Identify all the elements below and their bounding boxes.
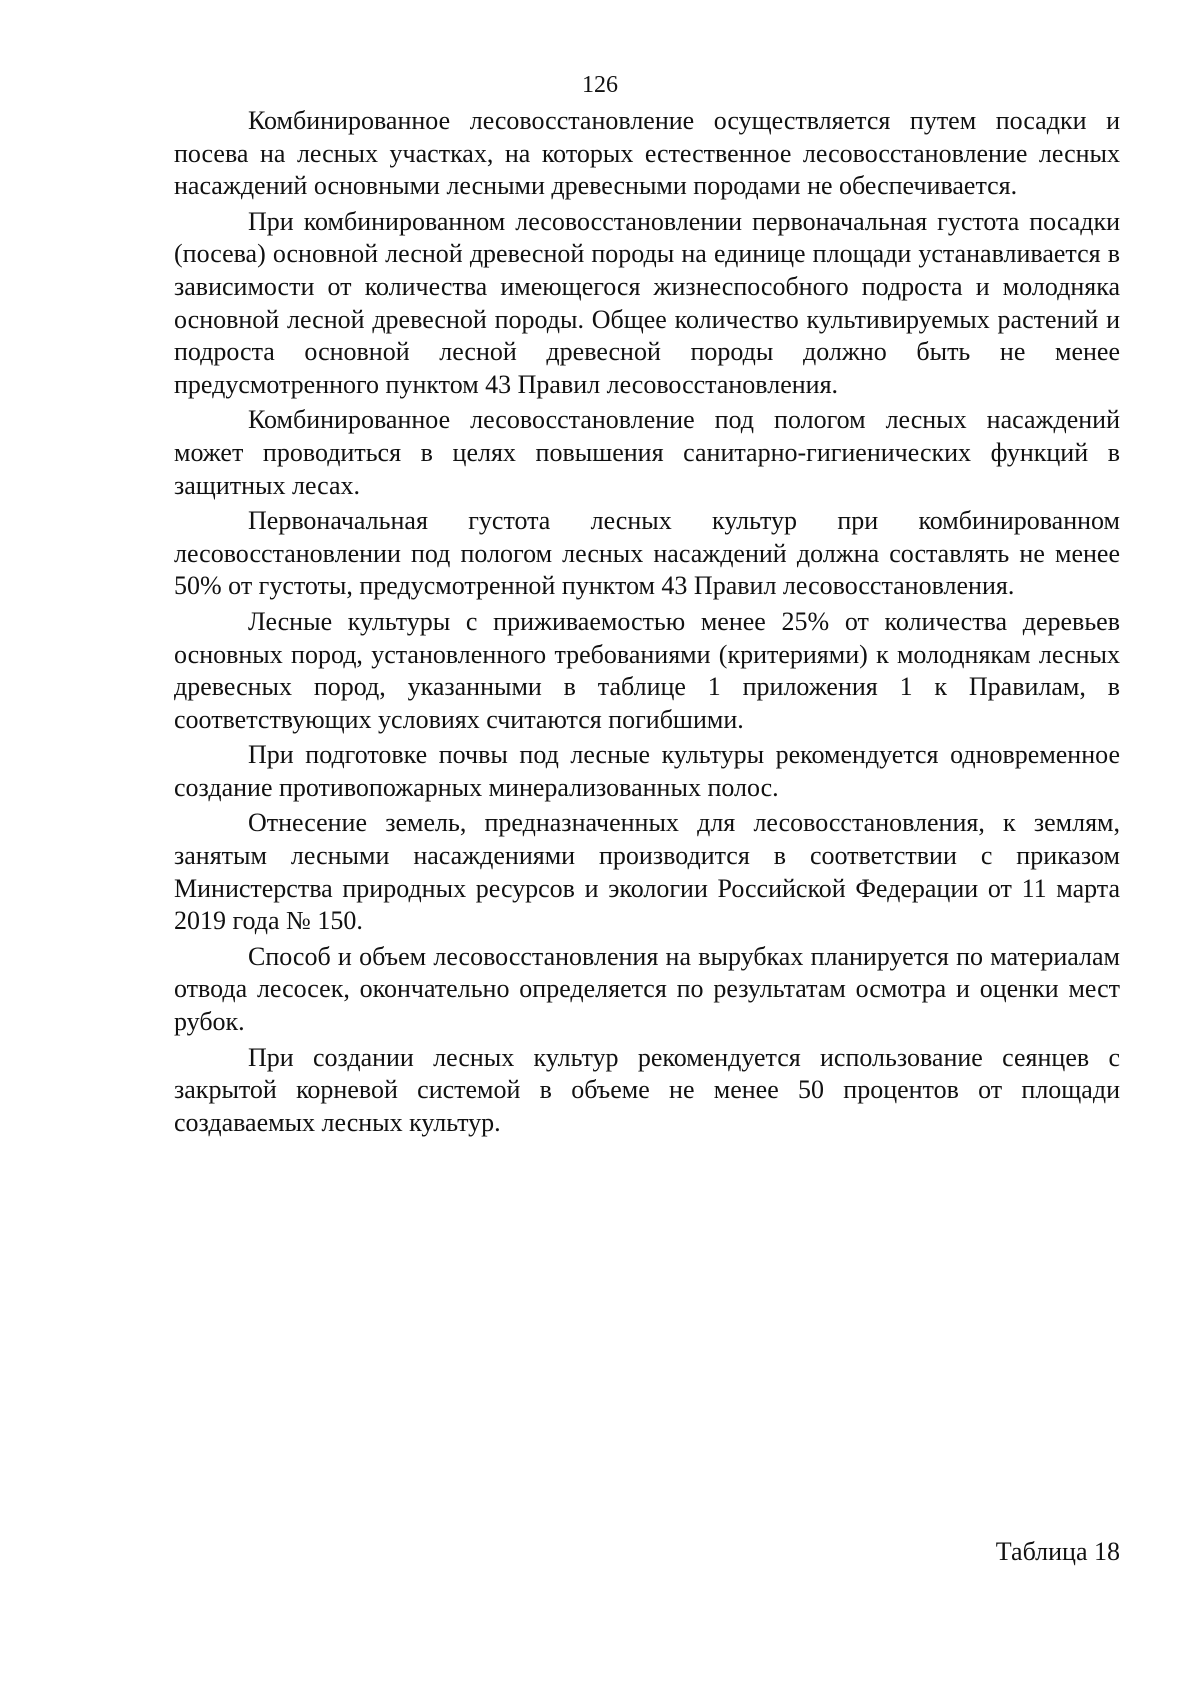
paragraph-under-canopy-density: Первоначальная густота лесных культур при комбинированном лесовосстановлении под пологом лесных насаждений должна составлять не менее 50% от густоты, предусмотренной пунктом 43 Правил лесовосстановления. — [174, 506, 1120, 601]
paragraph-survival-rate: Лесные культуры с приживаемостью менее 25% от количества деревьев основных пород, установленного требованиями (критериями) к молоднякам лесных древесных пород, указанными в таблице 1 приложения 1 к Правилам, в соответствующих условиях считаются погибшими. — [174, 606, 1120, 734]
paragraph-method-and-volume: Способ и объем лесовосстановления на вырубках планируется по материалам отвода лесосек, окончательно определяется по результатам осмотра и оценки мест рубок. — [174, 941, 1120, 1037]
paragraph-combined-reforestation-definition: Комбинированное лесовосстановление осуществляется путем посадки и посева на лесных участках, на которых естественное лесовосстановление лесных насаждений основными лесными древесными породами не обеспечивается. — [174, 106, 1120, 201]
document-body — [174, 105, 1120, 1142]
page-number: 126 — [582, 72, 618, 98]
paragraph-initial-density: При комбинированном лесовосстановлении первоначальная густота посадки (посева) основной лесной древесной породы на единице площади устанавливается в зависимости от количества имеющегося жизнеспособного подроста и молодняка основной лесной древесной породы. Общее количество культивируемых растений и подроста основной лесной древесной породы должно быть не менее предусмотренного пунктом 43 Правил лесовосстановления. — [174, 206, 1120, 399]
paragraph-land-classification: Отнесение земель, предназначенных для лесовосстановления, к землям, занятым лесными насаждениями производится в соответствии с приказом Министерства природных ресурсов и экологии Российской Федерации от 11 марта 2019 года № 150. — [174, 808, 1120, 936]
table-caption: Таблица 18 — [995, 1537, 1120, 1566]
paragraph-soil-preparation: При подготовке почвы под лесные культуры рекомендуется одновременное создание противопожарных минерализованных полос. — [174, 740, 1120, 802]
paragraph-under-canopy: Комбинированное лесовосстановление под пологом лесных насаждений может проводиться в целях повышения санитарно-гигиенических функций в защитных лесах. — [174, 405, 1120, 500]
paragraph-closed-root-seedlings: При создании лесных культур рекомендуется использование сеянцев с закрытой корневой системой в объеме не менее 50 процентов от площади создаваемых лесных культур. — [174, 1042, 1120, 1137]
